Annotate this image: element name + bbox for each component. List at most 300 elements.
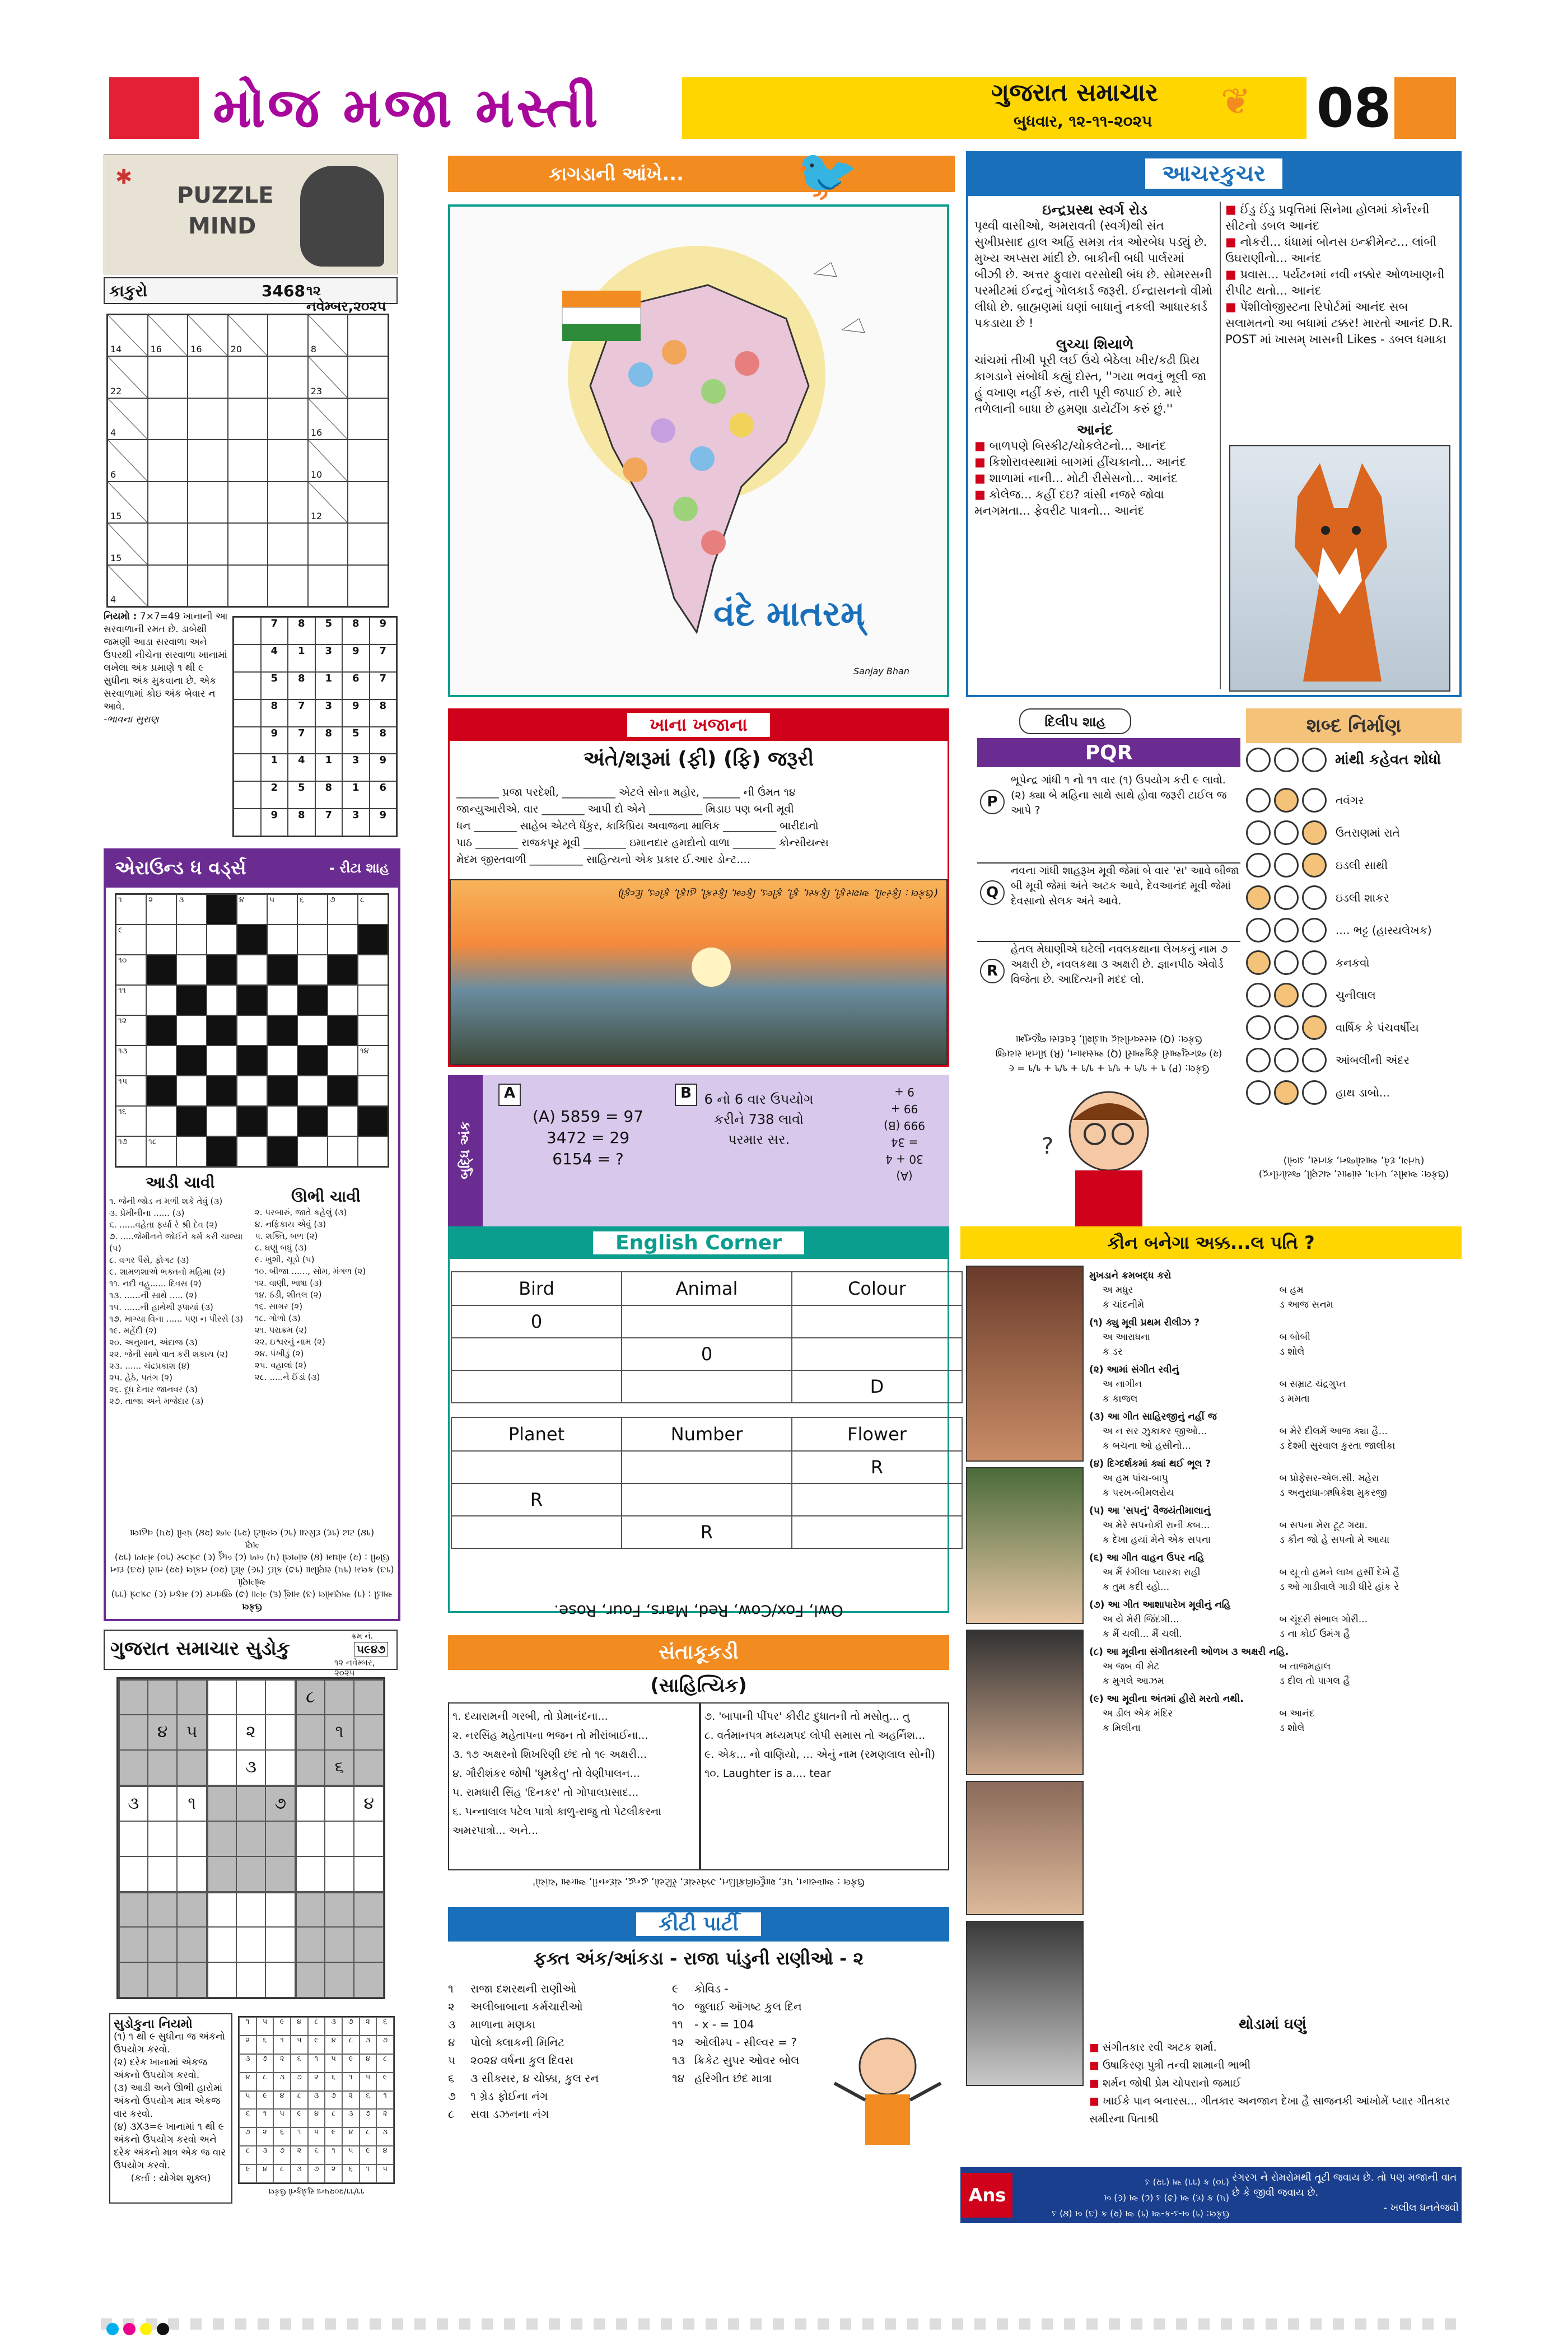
- kitty-num: ૪: [448, 2036, 455, 2049]
- shabd-subtitle: [1246, 748, 1462, 772]
- kakuro-cell: [188, 565, 228, 606]
- kakuro-answer-cell: 9: [370, 617, 397, 645]
- sudoku-answer-cell: ૫: [256, 2017, 274, 2036]
- crossword-cell: [267, 1076, 297, 1106]
- sudoku-answer-cell: ૪: [273, 2091, 291, 2110]
- sudoku-cell: [207, 1962, 236, 1998]
- crossword-number: ૧૫: [118, 1077, 128, 1086]
- english-cell: [792, 1305, 962, 1338]
- shabd-clue: .... ભટ્ટ (હાસ્યલેખક): [1336, 923, 1432, 937]
- blue-corner: [109, 77, 199, 139]
- pqr-p: [977, 773, 1240, 862]
- crossword-cell: [358, 894, 388, 925]
- kakuro-answer-cell: 9: [370, 754, 397, 781]
- santakukdi-item: ૧૦. Laughter is a.... tear: [704, 1767, 831, 1780]
- kaun-question-text: (૩) આ ગીત સાહિરજીનું નહીં જ: [1089, 1411, 1217, 1422]
- sudoku-cell: [295, 1892, 325, 1927]
- sudoku-answer-cell: ૧: [239, 2017, 256, 2036]
- sudoku-cell: [265, 1821, 295, 1856]
- sudoku-answer-cell: ૯: [342, 2054, 360, 2073]
- english-head-cell: Planet: [451, 1417, 622, 1451]
- kakuro-cell: [188, 398, 228, 440]
- shabd-clue: ઇડલી સાથી: [1336, 858, 1388, 872]
- sudoku-answer-cell: ૮: [360, 2127, 377, 2146]
- kaun-option: બ સપના મેરા ટૂટ ગયા.: [1279, 1520, 1368, 1531]
- kakuro-answer-cell: 6: [370, 781, 397, 809]
- actor-photo-2: [966, 1467, 1084, 1624]
- kitty-num: ૬: [448, 2071, 455, 2085]
- english-header: [448, 1226, 949, 1259]
- kakuro-cell: [268, 482, 308, 523]
- sudoku-answer-cell: ૮: [239, 2146, 256, 2164]
- dilip-author-tag: દિલીપ શાહ: [1019, 708, 1131, 734]
- sudoku-cell: [207, 1715, 236, 1750]
- sudoku-rules-title: સુડોકુના નિયમો: [114, 2017, 193, 2031]
- crossword-cell: [207, 894, 237, 925]
- english-head-cell: Number: [622, 1417, 792, 1451]
- santakukdi-item: ૪. ગૌરીશંકર જોષી 'ધૂમકેતુ' તો વેણીપાલન...: [452, 1767, 640, 1780]
- kitty-num: ૫: [448, 2054, 456, 2067]
- english-cell: [622, 1451, 792, 1483]
- sudoku-answer-cell: ૬: [239, 2109, 256, 2127]
- sudoku-cell: [354, 1715, 384, 1750]
- english-table-1: [451, 1271, 963, 1403]
- kitty-num: ૭: [448, 2089, 456, 2103]
- shrug-boy-illustration: [829, 2027, 946, 2150]
- quote-author: - ખલીલ ધનતેજવી: [1383, 2202, 1459, 2214]
- kakuro-answer-cell: 8: [370, 699, 397, 727]
- sudoku-cell: [354, 1962, 384, 1998]
- kaun-option: ક મિલીના: [1103, 1723, 1141, 1734]
- kakuro-answer-cell: 7: [370, 645, 397, 672]
- sudoku-cell: [148, 1892, 178, 1927]
- circle: [1302, 1015, 1327, 1040]
- khana-line: જાન્યુઆરીએ. વાર ________ આપી દો એને __________ મિડાઇ પણ બની મૂવી: [456, 803, 794, 815]
- sudoku-cell: [148, 1679, 178, 1715]
- sudoku-answer-cell: ૪: [360, 2054, 377, 2073]
- kakuro-cell: [308, 398, 348, 440]
- puzzle-piece-icon: ✱: [115, 166, 133, 189]
- kakuro-cell: [348, 398, 388, 440]
- kakuro-answer-cell: 3: [315, 645, 343, 672]
- down-clue: ૨. પરબારું, જાતે કહેલું (૩): [255, 1207, 347, 1217]
- crossword-cell: [328, 1136, 358, 1166]
- kaun-options: [1089, 1283, 1456, 1312]
- kakuro-cell: [148, 440, 188, 481]
- kakuro-cell: [308, 356, 348, 398]
- crossword-cell: [297, 1136, 328, 1166]
- down-clue: ૧૪. ઠંડી, શીતલ (૨): [255, 1290, 322, 1300]
- kakuro-answer-cell: 8: [288, 672, 315, 699]
- kakuro-answer-cell: 8: [261, 699, 288, 727]
- english-head-cell: Colour: [792, 1272, 962, 1305]
- sudoku-cell: ૪: [148, 1715, 178, 1750]
- santakukdi-header: [448, 1635, 949, 1670]
- crossword-cell: [358, 925, 388, 955]
- kitty-text: ઓલીમ્પ - સીલ્વર = ?: [694, 2036, 797, 2049]
- kitty-num: ૩: [448, 2018, 456, 2031]
- crossword-cell: [267, 1136, 297, 1166]
- khana-line: મેદમ જીસ્તવાળી __________ સાહિત્યનો એક પ્રકાર ઈ.આર ડોન્ટ....: [456, 853, 750, 866]
- sudoku-prev-label: ૧૧/૧૧/૨૦૨૫ના સુડોકુનો ઉકેલ: [268, 2187, 365, 2196]
- kaun-question: [1089, 1645, 1456, 1688]
- kakuro-answer-cell: 8: [315, 727, 343, 754]
- kitty-text: ક્રિકેટ સુપર ઓવર બોલ: [694, 2054, 800, 2067]
- sudoku-cell: [118, 1856, 148, 1892]
- kaun-option: ક મુગલે આઝમ: [1103, 1676, 1164, 1687]
- sun-icon: [692, 948, 731, 987]
- kaun-option: બ આનંદ: [1279, 1708, 1315, 1719]
- crossword-cell: [267, 1015, 297, 1046]
- kakuro-clue: 12: [310, 511, 323, 522]
- crossword-cell: [358, 1046, 388, 1076]
- kakuro-answer-cell: 5: [261, 672, 288, 699]
- aachar-s3-item: ■ બાળપણે બિસ્કીટ/ચોકલેટનો... આનંદ: [974, 438, 1215, 454]
- sudoku-answer-cell: ૩: [308, 2091, 325, 2110]
- shabd-clue: ઉતરાણમાં રાતે: [1336, 826, 1400, 839]
- aachar-s2-text: ચાંચમાં તીખી પૂરી લઈ ઉંચે બેઠેલા ખીર/કઢી પ્રિય કાગડાને સંબોધી કહ્યું દોસ્ત, ''ગયા ભવનું ભૂલી જા હું વખાણ નહીં કરું, તારી પૂરી જપાઈ છે. મારે તળેલાની બાધા છે હમણા ડાયેટીંગ કરું છું.'': [974, 353, 1207, 416]
- sudoku-rules: [109, 2013, 232, 2204]
- kaun-question-text: (૨) આમાં સંગીત રવીનું: [1089, 1364, 1179, 1375]
- quote-box: [1232, 2170, 1459, 2222]
- shabd-clue: તવંગર: [1336, 794, 1364, 807]
- sudoku-answer-cell: ૧: [325, 2146, 342, 2164]
- crossword-cell: [328, 955, 358, 985]
- kaun-option: અ મધુર: [1103, 1285, 1133, 1296]
- kitty-num: ૮: [448, 2107, 454, 2121]
- sudoku-cell: [148, 1962, 178, 1998]
- sudoku-cell: [236, 1927, 266, 1962]
- sudoku-answer-cell: ૩: [291, 2164, 308, 2183]
- around-words-author: - રીટા શાહ: [329, 860, 389, 876]
- puzzle-mind-banner: [104, 154, 398, 274]
- aachar-right-item: ■ પેંશીલોજીસ્ટના રિપોર્ટમાં આનંદ સબ સલામતનો આ બધામાં ટક્કર! મારતો આનંદ D.R. POST માં ખાસમ્ ખાસની Likes - ડબલ ધમાકા: [1225, 299, 1455, 348]
- sudoku-cell: [325, 1856, 354, 1892]
- crossword-cell: [176, 1046, 207, 1076]
- sudoku-cell: [236, 1785, 266, 1821]
- santakukdi-item: ૨. નરસિંહ મહેતાપના ભજન તો મીરાંબાઈના...: [452, 1729, 648, 1742]
- kaun-option: અ યે મેરી જિંદગી...: [1103, 1614, 1179, 1625]
- across-clue: ૬. ......વહેતા ફર્યા રે શ્રી દેવ (૨): [109, 1220, 218, 1230]
- kitty-text: - x - = 104: [694, 2018, 754, 2031]
- sudoku-answer-cell: ૬: [308, 2146, 325, 2164]
- crossword-grid: [115, 893, 389, 1168]
- kaun-options: [1089, 1424, 1456, 1453]
- kakuro-clue: 10: [310, 469, 323, 480]
- thoda-title: થોડામાં ઘણું: [1239, 2016, 1306, 2033]
- sudoku-cell: [118, 1679, 148, 1715]
- crossword-cell: [176, 1136, 207, 1166]
- kakuro-cell: [268, 356, 308, 398]
- khana-lines: [456, 784, 944, 885]
- kaun-options: [1089, 1377, 1456, 1406]
- kakuro-title: કાકુરો: [109, 282, 147, 300]
- kagdani-header: [448, 156, 955, 192]
- down-clue: ૧૮. ગોળો (૩): [255, 1313, 301, 1323]
- kakuro-clue: 22: [110, 385, 122, 396]
- crossword-cell: [207, 1106, 237, 1136]
- crossword-answer-row: આડી : (૧) અણમોલ (૩) માથું (૬) ગંગા (૭) જીવતર (૮) મફત (૯) ઝાઝો (૧૧) ઓગણો: [111, 1577, 393, 1600]
- crossword-cell: [116, 1136, 146, 1166]
- kaun-option: ડ દીલ તો પાગલ હૈ: [1279, 1676, 1350, 1687]
- kakuro-cell: [348, 482, 388, 523]
- sudoku-header: [104, 1630, 398, 1678]
- shabd-row: [1246, 849, 1462, 881]
- aachar-right-item: ■ નોકરી... ધંધામાં બોનસ ઇન્ક્રીમેન્ટ... લાંબી ઉઘરાણીનો... આનંદ: [1225, 234, 1455, 267]
- across-title: આડી ચાવી: [146, 1173, 215, 1192]
- buddhi-answer: [874, 1084, 935, 1184]
- sudoku-cell: [295, 1927, 325, 1962]
- crossword-number: ૬: [300, 895, 304, 904]
- kakuro-cell: [308, 523, 348, 564]
- crossword-number: ૯: [118, 926, 123, 935]
- buddhi-ans-line: 999 (B): [884, 1119, 925, 1132]
- cartoon-artist: Sanjay Bhan: [853, 666, 909, 676]
- pqr-answer: [977, 1019, 1240, 1075]
- aachar-s1-title: ઇન્દ્રપ્રસ્થ સ્વર્ગ રોડ: [1042, 202, 1147, 218]
- english-row: [451, 1338, 962, 1370]
- sudoku-answer-cell: ૭: [273, 2146, 291, 2164]
- kakuro-answer-cell: 8: [288, 617, 315, 645]
- crossword-cell: [176, 1106, 207, 1136]
- sudoku-answer-cell: ૧: [308, 2054, 325, 2073]
- across-clue: ૨૩. ...... ચંદ્રપ્રકાશ (૪): [109, 1361, 190, 1371]
- kakuro-cell: [228, 398, 268, 440]
- shabd-row: [1246, 1076, 1462, 1109]
- kakuro-answer-cell: 4: [261, 645, 288, 672]
- shabd-clue: કનકવો: [1336, 956, 1370, 969]
- sudoku-cell: [118, 1927, 148, 1962]
- sudoku-cell: [236, 1821, 266, 1856]
- kakuro-cell: [108, 398, 148, 440]
- santakukdi-item: ૩. ૧૭ અક્ષરનો શિખરિણી છંદ તો ૧૯ અક્ષરી...: [452, 1748, 647, 1761]
- kakuro-answer-cell: [234, 809, 261, 836]
- circle: [1274, 788, 1299, 813]
- kaun-question: [1089, 1598, 1456, 1641]
- crossword-cell: [146, 985, 176, 1015]
- thoda-item: ■ સંગીતકાર રવી અટક શર્મા.: [1089, 2038, 1456, 2056]
- english-title: English Corner: [593, 1231, 804, 1254]
- kitty-num: ૯: [672, 1982, 679, 1995]
- crossword-number: ૧: [118, 895, 122, 904]
- sudoku-cell: [177, 1821, 207, 1856]
- kakuro-answer-cell: 9: [261, 727, 288, 754]
- sudoku-cell: [118, 1750, 148, 1785]
- across-clue: ૩. પ્રેમીનીના ...... (૩): [109, 1208, 185, 1218]
- kakuro-answer-cell: 4: [288, 754, 315, 781]
- sudoku-answer-cell: ૪: [239, 2073, 256, 2091]
- sudoku-answer-cell: ૫: [273, 2109, 291, 2127]
- buddhi-b-text: [689, 1089, 829, 1150]
- khana-answer: (ઉકેલ : ફિરંગી, અશરફી, ફિક્સ, ફી, ફીલ્ડ, ફિલ્મ, ફિરકી, હાફી, ફીલ્ડ, દિવ્ફી): [618, 887, 938, 899]
- kaun-question-text: (૭) આ ગીત આશાપારેખ મૂવીનું નહિ: [1089, 1599, 1231, 1611]
- sudoku-answer-cell: ૨: [360, 2017, 377, 2036]
- buddhi-a-text: [515, 1106, 661, 1170]
- shabd-row: [1246, 946, 1462, 979]
- sudoku-answer-cell: ૩: [360, 2036, 377, 2054]
- buddhi-ans-line: = 34: [890, 1136, 918, 1149]
- across-clue: ૨૨. જેની સાથે વાત કરી શકાય (૨): [109, 1349, 228, 1359]
- english-cell: [451, 1370, 622, 1403]
- sudoku-answer-cell: ૧: [376, 2091, 394, 2110]
- sudoku-answer-cell: ૯: [239, 2164, 256, 2183]
- kaun-option: ડ ના કોઈ ઉમંગ હૈ: [1279, 1628, 1351, 1640]
- sudoku-cell: [207, 1821, 236, 1856]
- crossword-number: ૧૪: [360, 1047, 369, 1056]
- sudoku-answer-cell: ૬: [325, 2073, 342, 2091]
- buddhi-b-line: 6 નો 6 વાર ઉપયોગ: [704, 1091, 814, 1107]
- crossword-cell: [237, 985, 267, 1015]
- kakuro-cell: [108, 315, 148, 356]
- sudoku-cell: [177, 1856, 207, 1892]
- ans-line: (૧૦) ક (૧૧) અ (૧૨) ડ: [1145, 2177, 1229, 2188]
- sudoku-answer-cell: ૮: [308, 2017, 325, 2036]
- shabd-subtitle-text: માંથી કહેવત શોધો: [1335, 751, 1441, 768]
- crossword-number: ૧૬: [118, 1107, 127, 1116]
- crossword-cell: [237, 894, 267, 925]
- sudoku-cell: [236, 1679, 266, 1715]
- sudoku-answer-cell: ૨: [308, 2073, 325, 2091]
- sudoku-cell: [148, 1821, 178, 1856]
- kakuro-clue: 16: [150, 344, 162, 355]
- kagdani-title: કાગડાની આંખે...: [549, 162, 684, 185]
- kitty-num: ૧: [448, 1982, 454, 1995]
- buddhi-ans-line: 9 +: [894, 1085, 914, 1099]
- sudoku-cell: [295, 1750, 325, 1785]
- kaun-option: ડ ઓ ગાડીવાલે ગાડી ધીરે હાંક રે: [1279, 1581, 1399, 1593]
- aachar-right-item: ■ પ્રવાસ... પર્યટનમાં નવી નક્કોર ઓળખાણની રીપીટ થતો... આનંદ: [1225, 267, 1455, 299]
- kakuro-cell: [308, 565, 348, 606]
- kakuro-answer-cell: [234, 672, 261, 699]
- kaun-question-text: (૪) દિગ્દર્શકમાં ક્યાં થઈ ભૂલ ?: [1089, 1458, 1211, 1469]
- kakuro-answer-cell: 8: [315, 781, 343, 809]
- circle: [1246, 1048, 1271, 1072]
- kakuro-answer-cell: 1: [315, 672, 343, 699]
- down-clue: ૧૬. સાગર (૨): [255, 1301, 303, 1312]
- down-clue: ૧૨. વાણી, ભાષા (૩): [255, 1278, 322, 1288]
- kitty-item: [672, 2051, 840, 2069]
- sudoku-solver: (કર્તા : યોગેશ શુક્લ): [130, 2173, 211, 2184]
- kaun-option: ડ મમતા: [1279, 1393, 1310, 1404]
- sudoku-answer-cell: ૪: [308, 2109, 325, 2127]
- santakukdi-item: ૮. વર્તમાનપત્ર મધ્યમપદ લોપી સમાસ તો અહર્નિશ...: [704, 1729, 926, 1742]
- crossword-number: ૫: [269, 895, 275, 904]
- fox-photo: [1229, 445, 1450, 692]
- down-clue: ૮. ઘણું બધું (૩): [255, 1243, 307, 1253]
- aacharkuchar-title: આચરકુચર: [1145, 158, 1282, 189]
- kitty-text: ૩ સીક્સર, ૪ ચોક્કા, કુલ રન: [470, 2071, 599, 2085]
- crossword-cell: [237, 955, 267, 985]
- sudoku-cell: [118, 1821, 148, 1856]
- across-clue: ૧૧. નદી વહુ...... દિવસ (૨): [109, 1278, 202, 1289]
- santakukdi-title: સંતાકૂકડી: [659, 1641, 739, 1664]
- shabd-clue: વાર્ષિક કે પંચવર્ષીય: [1336, 1021, 1419, 1034]
- crossword-answer-row: ઊભી : (૨) મોઘમ (૪) થાંભલો (૫) બળ (૮) બહુ (૯) ઝાંઝર (૧૦) મંગળ (૧૨) ગણ: [114, 1540, 390, 1563]
- buddhi-a-line: 3472 = 29: [546, 1128, 630, 1147]
- kitty-text: માળાના મણકા: [470, 2018, 536, 2031]
- circle: [1302, 918, 1327, 942]
- kaun-header: [960, 1226, 1462, 1259]
- circle: [1302, 950, 1327, 975]
- kaun-option: બ ચૂંદરી સંભાલ ગોરી...: [1279, 1614, 1368, 1625]
- kaun-questions: [1089, 1268, 1456, 2008]
- kakuro-answer-cell: 8: [342, 617, 370, 645]
- kakuro-answer-cell: 5: [315, 617, 343, 645]
- kakuro-number: 3468: [262, 282, 305, 300]
- kaun-title: કૌન બનેગા અક્ક...લ પતિ ?: [1107, 1231, 1315, 1253]
- kakuro-cell: [148, 482, 188, 523]
- kaun-question: [1089, 1362, 1456, 1406]
- english-row: [451, 1516, 962, 1548]
- kitty-item: [672, 1980, 840, 1998]
- english-cell: D: [792, 1370, 962, 1403]
- shabd-clue: આંબલીની અંદર: [1336, 1053, 1410, 1067]
- khana-line: પાઠ ________ રાજકપૂર મૂવી ________ ઇમાનદાર હમદોનો વાળા ________ કોન્સીયન્સ: [456, 837, 829, 849]
- khana-line: ________ પ્રજા પરદેશી, __________ એટલે સોના મહોર, _______ ની ઉંમત ૧૪: [456, 786, 796, 799]
- sudoku-answer-cell: ૯: [273, 2017, 291, 2036]
- kitty-item: [672, 1998, 840, 2015]
- crossword-answer: [109, 1512, 395, 1613]
- sudoku-cell: [265, 1856, 295, 1892]
- kakuro-cell: [228, 315, 268, 356]
- sudoku-date: ૧૨ નવેમ્બર, ૨૦૨૫: [334, 1658, 375, 1678]
- sudoku-cell: [118, 1715, 148, 1750]
- crossword-cell: [207, 1076, 237, 1106]
- sudoku-cell: [177, 1892, 207, 1927]
- quote-text: રંગરગ ને રોમરોમથી તૂટી જવાય છે. તો પણ મજાની વાત છે કે જીવી જવાય છે.: [1232, 2172, 1457, 2199]
- kaun-options: [1089, 1518, 1456, 1547]
- crossword-cell: [176, 985, 207, 1015]
- crossword-number: ૪: [239, 895, 244, 904]
- kitty-text: ૧ ગ્રેડ ફોઈના નંગ: [470, 2089, 548, 2103]
- circle: [1274, 918, 1299, 942]
- kakuro-cell: [148, 523, 188, 564]
- crossword-cell: [297, 925, 328, 955]
- across-clue: ૭. .....જેમીનને જોઈને કર્મ કરી ચાલ્યા (૫): [109, 1231, 243, 1253]
- sudoku-cell: [177, 1750, 207, 1785]
- kaun-options: [1089, 1330, 1456, 1359]
- thoda-item: ■ શર્મન જોષી પ્રેમ ચોપરાનો જમાઈ: [1089, 2074, 1456, 2092]
- kakuro-answer-cell: 9: [370, 809, 397, 836]
- buddhi-a-line: (A) 5859 = 97: [532, 1107, 644, 1126]
- kakuro-cell: [268, 315, 308, 356]
- sudoku-cell: [236, 1856, 266, 1892]
- sudoku-cell: [354, 1679, 384, 1715]
- pqr-answer-line: ઉકેલ: (P) ૧ + ૧/૧ + ૧/૧ + ૧/૧ + ૧/૧ + ૧/૧ = ૯: [1008, 1062, 1210, 1074]
- sudoku-title: ગુજરાત સમાચાર સુડોકુ: [110, 1637, 290, 1660]
- crossword-cell: [116, 955, 146, 985]
- kakuro-answer-cell: 7: [288, 727, 315, 754]
- sudoku-cell: [354, 1927, 384, 1962]
- circle: [1246, 1015, 1271, 1040]
- crossword-cell: [328, 925, 358, 955]
- sudoku-cell: [325, 1785, 354, 1821]
- ans-line: ઉકેલ: (૧) બ-ડ-ક-અ (૧) અ (૨) ક (૩) બ (૪) ડ: [1052, 2209, 1229, 2219]
- crossword-number: ૧૨: [118, 1016, 127, 1025]
- sudoku-cell: [265, 1679, 295, 1715]
- kaun-question-text: (૬) આ ગીત વાહન ઉપર નહિ: [1089, 1552, 1205, 1564]
- english-cell: 0: [622, 1338, 792, 1370]
- kitty-text: ૨૦૨૪ વર્ષના કુલ દિવસ: [470, 2054, 574, 2067]
- sudoku-answer-cell: ૨: [342, 2091, 360, 2110]
- crossword-cell: [207, 925, 237, 955]
- crossword-number: ૧૩: [118, 1047, 128, 1056]
- kakuro-cell: [308, 315, 348, 356]
- kaun-option: બ યૂ તો હમને લાખ હસીં દેખે હૈ: [1279, 1567, 1400, 1578]
- english-cell: R: [451, 1483, 622, 1516]
- sudoku-cell: ૬: [325, 1750, 354, 1785]
- shabd-clue: ઇડલી શાકર: [1336, 891, 1389, 904]
